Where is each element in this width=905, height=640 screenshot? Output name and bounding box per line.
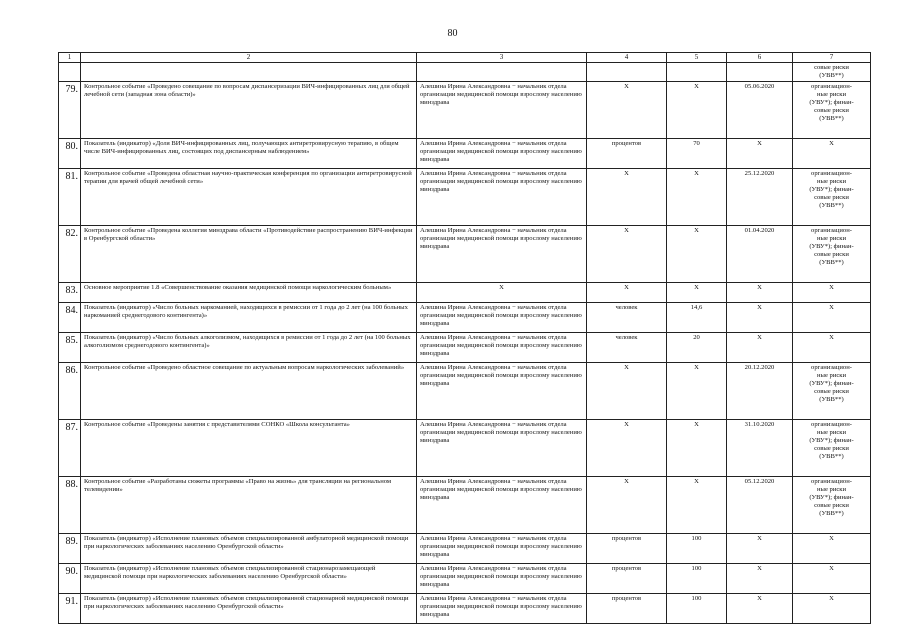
row-unit: процентов <box>587 138 667 168</box>
row-unit: процентов <box>587 533 667 563</box>
row-number: 81. <box>59 168 81 225</box>
row-number: 79. <box>59 81 81 138</box>
row-date: Х <box>727 533 793 563</box>
row-description: Контрольное событие «Проведены занятия с представителями СОНКО «Школа консультанта» <box>81 419 417 476</box>
row-responsible: Х <box>417 282 587 302</box>
table-row <box>59 593 871 623</box>
row-description: Контрольное событие «Проведено областное совещание по актуальным вопросам наркологических заболеваний» <box>81 362 417 419</box>
row-value: Х <box>667 362 727 419</box>
header-col-5: 5 <box>667 53 727 63</box>
table-row <box>59 138 871 168</box>
table-row <box>59 419 871 476</box>
row-unit: Х <box>587 81 667 138</box>
row-unit: Х <box>587 362 667 419</box>
row-description: Показатель (индикатор) «Исполнение плановых объемов специализированной амбулаторной медицинской помощи при наркологических заболеваниях населению Оренбургской области» <box>81 533 417 563</box>
risk-line: совые риски <box>814 501 849 509</box>
table-row <box>59 81 871 138</box>
row-number: 83. <box>59 282 81 302</box>
row-value: 100 <box>667 533 727 563</box>
row-date: Х <box>727 302 793 332</box>
row-unit: процентов <box>587 563 667 593</box>
table-row <box>59 563 871 593</box>
row-date: 05.06.2020 <box>727 81 793 138</box>
row-description: Контрольное событие «Проведена коллегия минздрава области «Противодействие распространению ВИЧ-инфекции в Оренбургской области» <box>81 225 417 282</box>
row-unit: Х <box>587 225 667 282</box>
row-responsible: Алешина Ирина Александровна − начальник отдела организации медицинской помощи взрослому населению минздрава <box>417 225 587 282</box>
row-responsible: Алешина Ирина Александровна − начальник отдела организации медицинской помощи взрослому населению минздрава <box>417 563 587 593</box>
row-number: 91. <box>59 593 81 623</box>
row-number: 87. <box>59 419 81 476</box>
row-responsible: Алешина Ирина Александровна − начальник отдела организации медицинской помощи взрослому населению минздрава <box>417 476 587 533</box>
row-unit: Х <box>587 282 667 302</box>
risk-line: (УВВ**) <box>819 509 844 517</box>
risk-line: (УВУ*); финан- <box>809 242 854 250</box>
risk-line: организацион- <box>811 477 852 485</box>
row-value: Х <box>667 419 727 476</box>
header-col-1: 1 <box>59 53 81 63</box>
row-responsible: Алешина Ирина Александровна − начальник отдела организации медицинской помощи взрослому населению минздрава <box>417 533 587 563</box>
row-description: Показатель (индикатор) «Число больных наркоманией, находящихся в ремиссии от 1 года до 2 лет (на 100 больных наркоманией среднегодового контингента)» <box>81 302 417 332</box>
header-col-3: 3 <box>417 53 587 63</box>
table-row <box>59 282 871 302</box>
risk-line: (УВУ*); финан- <box>809 436 854 444</box>
table-row <box>59 362 871 419</box>
row-description: Контрольное событие «Проведено совещание по вопросам диспансеризации ВИЧ-инфицированных лиц для общей лечебной сети (западная зона области)» <box>81 81 417 138</box>
row-number: 86. <box>59 362 81 419</box>
risk-line: (УВВ**) <box>819 452 844 460</box>
row-description: Основное мероприятие 1.8 «Совершенствование оказания медицинской помощи наркологическим больным» <box>81 282 417 302</box>
risk-line: (УВУ*); финан- <box>809 185 854 193</box>
row-unit: человек <box>587 302 667 332</box>
risk-line: организацион- <box>811 82 852 90</box>
risk-line: ные риски <box>816 371 847 379</box>
table-row <box>59 302 871 332</box>
row-description: Контрольное событие «Разработаны сюжеты программы «Право на жизнь» для трансляции на региональном телевидении» <box>81 476 417 533</box>
row-risk: Х <box>793 332 871 362</box>
table-row <box>59 533 871 563</box>
risk-line: организацион- <box>811 169 852 177</box>
row-risk: Х <box>793 282 871 302</box>
row-date: Х <box>727 332 793 362</box>
row-number: 89. <box>59 533 81 563</box>
risk-line: организацион- <box>811 226 852 234</box>
row-value: 14,6 <box>667 302 727 332</box>
risk-line: ные риски <box>816 90 847 98</box>
row-description: Показатель (индикатор) «Доля ВИЧ-инфицированных лиц, получающих антиретровирусную терапию, в общем числе ВИЧ-инфицированных лиц, состоящих под диспансерным наблюдением» <box>81 138 417 168</box>
risk-line: ные риски <box>816 177 847 185</box>
risk-line: ные риски <box>816 428 847 436</box>
table-row <box>59 225 871 282</box>
continuation-row <box>59 62 871 81</box>
row-responsible: Алешина Ирина Александровна − начальник отдела организации медицинской помощи взрослому населению минздрава <box>417 419 587 476</box>
risk-line: (УВВ**) <box>819 395 844 403</box>
row-date: Х <box>727 138 793 168</box>
row-value: 20 <box>667 332 727 362</box>
header-row <box>59 53 871 63</box>
row-risk: Х <box>793 563 871 593</box>
risk-line: (УВУ*); финан- <box>809 379 854 387</box>
row-responsible: Алешина Ирина Александровна − начальник отдела организации медицинской помощи взрослому населению минздрава <box>417 362 587 419</box>
row-risk <box>793 168 871 225</box>
risk-line: организацион- <box>811 420 852 428</box>
row-risk: Х <box>793 533 871 563</box>
continuation-risk-line: (УВВ**) <box>819 71 844 79</box>
continuation-risk-cell <box>793 62 871 81</box>
row-number: 85. <box>59 332 81 362</box>
row-description: Показатель (индикатор) «Число больных алкоголизмом, находящихся в ремиссии от 1 года до 2 лет (на 100 больных алкоголизмом среднегодового контингента)» <box>81 332 417 362</box>
row-value: Х <box>667 168 727 225</box>
risk-line: совые риски <box>814 444 849 452</box>
row-date: Х <box>727 593 793 623</box>
row-risk: Х <box>793 302 871 332</box>
row-responsible: Алешина Ирина Александровна − начальник отдела организации медицинской помощи взрослому населению минздрава <box>417 168 587 225</box>
row-risk <box>793 225 871 282</box>
row-number: 90. <box>59 563 81 593</box>
page-number: 80 <box>447 28 458 39</box>
row-risk <box>793 476 871 533</box>
row-unit: Х <box>587 476 667 533</box>
risk-line: (УВВ**) <box>819 201 844 209</box>
row-unit: процентов <box>587 593 667 623</box>
plan-table <box>58 52 871 624</box>
risk-line: (УВУ*); финан- <box>809 98 854 106</box>
row-responsible: Алешина Ирина Александровна − начальник отдела организации медицинской помощи взрослому населению минздрава <box>417 138 587 168</box>
table-row <box>59 168 871 225</box>
row-description: Показатель (индикатор) «Исполнение плановых объемов специализированной стационарной медицинской помощи при наркологических заболеваниях населению Оренбургской области» <box>81 593 417 623</box>
row-risk: Х <box>793 138 871 168</box>
row-date: 31.10.2020 <box>727 419 793 476</box>
risk-line: ные риски <box>816 485 847 493</box>
row-responsible: Алешина Ирина Александровна − начальник отдела организации медицинской помощи взрослому населению минздрава <box>417 593 587 623</box>
row-description: Контрольное событие «Проведена областная научно-практическая конференция по организации антиретровирусной терапии для врачей общей лечебной сети» <box>81 168 417 225</box>
row-value: Х <box>667 282 727 302</box>
header-col-2: 2 <box>81 53 417 63</box>
header-col-6: 6 <box>727 53 793 63</box>
risk-line: совые риски <box>814 387 849 395</box>
header-col-7: 7 <box>793 53 871 63</box>
row-number: 80. <box>59 138 81 168</box>
row-risk: Х <box>793 593 871 623</box>
row-unit: человек <box>587 332 667 362</box>
row-number: 84. <box>59 302 81 332</box>
row-unit: Х <box>587 168 667 225</box>
row-date: 25.12.2020 <box>727 168 793 225</box>
row-value: 100 <box>667 593 727 623</box>
table-row <box>59 332 871 362</box>
row-value: Х <box>667 476 727 533</box>
row-number: 82. <box>59 225 81 282</box>
risk-line: совые риски <box>814 106 849 114</box>
row-risk <box>793 419 871 476</box>
row-number: 88. <box>59 476 81 533</box>
row-unit: Х <box>587 419 667 476</box>
row-value: 70 <box>667 138 727 168</box>
risk-line: (УВВ**) <box>819 114 844 122</box>
row-risk <box>793 362 871 419</box>
risk-line: совые риски <box>814 250 849 258</box>
row-date: Х <box>727 282 793 302</box>
row-responsible: Алешина Ирина Александровна − начальник отдела организации медицинской помощи взрослому населению минздрава <box>417 81 587 138</box>
risk-line: совые риски <box>814 193 849 201</box>
row-date: 20.12.2020 <box>727 362 793 419</box>
risk-line: организацион- <box>811 363 852 371</box>
row-responsible: Алешина Ирина Александровна − начальник отдела организации медицинской помощи взрослому населению минздрава <box>417 332 587 362</box>
continuation-risk-line: совые риски <box>814 63 849 71</box>
row-value: 100 <box>667 563 727 593</box>
risk-line: (УВУ*); финан- <box>809 493 854 501</box>
row-value: Х <box>667 81 727 138</box>
risk-line: ные риски <box>816 234 847 242</box>
row-date: 01.04.2020 <box>727 225 793 282</box>
risk-line: (УВВ**) <box>819 258 844 266</box>
row-value: Х <box>667 225 727 282</box>
table-row <box>59 476 871 533</box>
row-responsible: Алешина Ирина Александровна − начальник отдела организации медицинской помощи взрослому населению минздрава <box>417 302 587 332</box>
header-col-4: 4 <box>587 53 667 63</box>
row-description: Показатель (индикатор) «Исполнение плановых объемов специализированной стационарозамещающей медицинской помощи при наркологических заболеваниях населению Оренбургской области» <box>81 563 417 593</box>
row-date: 05.12.2020 <box>727 476 793 533</box>
row-risk <box>793 81 871 138</box>
row-date: Х <box>727 563 793 593</box>
